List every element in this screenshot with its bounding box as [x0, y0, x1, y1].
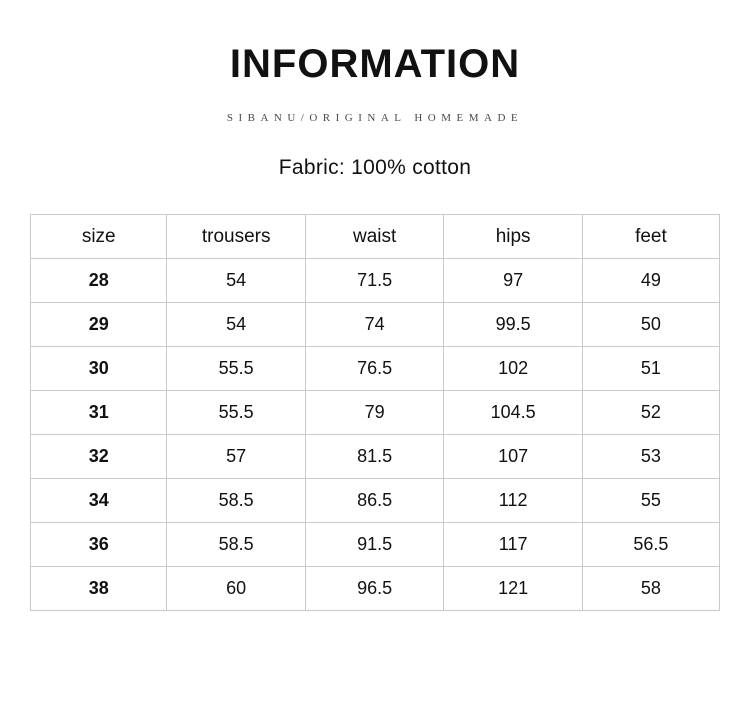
cell-hips: 112 — [444, 479, 582, 523]
brand-subtitle: SIBANU/ORIGINAL HOMEMADE — [226, 112, 524, 124]
size-chart-page — [0, 42, 750, 713]
table-row — [31, 567, 720, 611]
size-table-container — [30, 214, 720, 611]
cell-hips: 104.5 — [444, 391, 582, 435]
cell-waist: 76.5 — [305, 347, 443, 391]
cell-trousers: 58.5 — [167, 479, 305, 523]
column-header-waist: waist — [305, 215, 443, 259]
cell-size: 29 — [31, 303, 167, 347]
cell-feet: 58 — [582, 567, 719, 611]
table-row — [31, 435, 720, 479]
cell-feet: 55 — [582, 479, 719, 523]
cell-trousers: 58.5 — [167, 523, 305, 567]
cell-feet: 51 — [582, 347, 719, 391]
cell-feet: 50 — [582, 303, 719, 347]
cell-feet: 52 — [582, 391, 719, 435]
cell-size: 36 — [31, 523, 167, 567]
cell-waist: 71.5 — [305, 259, 443, 303]
table-row — [31, 259, 720, 303]
cell-waist: 96.5 — [305, 567, 443, 611]
cell-size: 34 — [31, 479, 167, 523]
size-table — [30, 214, 720, 611]
cell-waist: 86.5 — [305, 479, 443, 523]
cell-trousers: 60 — [167, 567, 305, 611]
column-header-feet: feet — [582, 215, 719, 259]
cell-hips: 102 — [444, 347, 582, 391]
cell-feet: 49 — [582, 259, 719, 303]
cell-hips: 99.5 — [444, 303, 582, 347]
page-title: INFORMATION — [229, 42, 521, 86]
column-header-hips: hips — [444, 215, 582, 259]
cell-waist: 74 — [305, 303, 443, 347]
fabric-note: Fabric: 100% cotton — [278, 156, 472, 179]
cell-waist: 91.5 — [305, 523, 443, 567]
cell-size: 30 — [31, 347, 167, 391]
cell-feet: 56.5 — [582, 523, 719, 567]
table-row — [31, 523, 720, 567]
cell-size: 28 — [31, 259, 167, 303]
cell-feet: 53 — [582, 435, 719, 479]
table-row — [31, 347, 720, 391]
table-row — [31, 391, 720, 435]
table-body — [31, 259, 720, 611]
cell-trousers: 55.5 — [167, 347, 305, 391]
cell-size: 31 — [31, 391, 167, 435]
cell-waist: 81.5 — [305, 435, 443, 479]
column-header-size: size — [31, 215, 167, 259]
column-header-trousers: trousers — [167, 215, 305, 259]
cell-waist: 79 — [305, 391, 443, 435]
cell-trousers: 54 — [167, 259, 305, 303]
cell-hips: 97 — [444, 259, 582, 303]
table-row — [31, 479, 720, 523]
table-row — [31, 303, 720, 347]
cell-trousers: 55.5 — [167, 391, 305, 435]
cell-hips: 107 — [444, 435, 582, 479]
cell-size: 32 — [31, 435, 167, 479]
cell-trousers: 54 — [167, 303, 305, 347]
cell-hips: 121 — [444, 567, 582, 611]
table-header-row — [31, 215, 720, 259]
cell-size: 38 — [31, 567, 167, 611]
cell-trousers: 57 — [167, 435, 305, 479]
cell-hips: 117 — [444, 523, 582, 567]
table-header — [31, 215, 720, 259]
